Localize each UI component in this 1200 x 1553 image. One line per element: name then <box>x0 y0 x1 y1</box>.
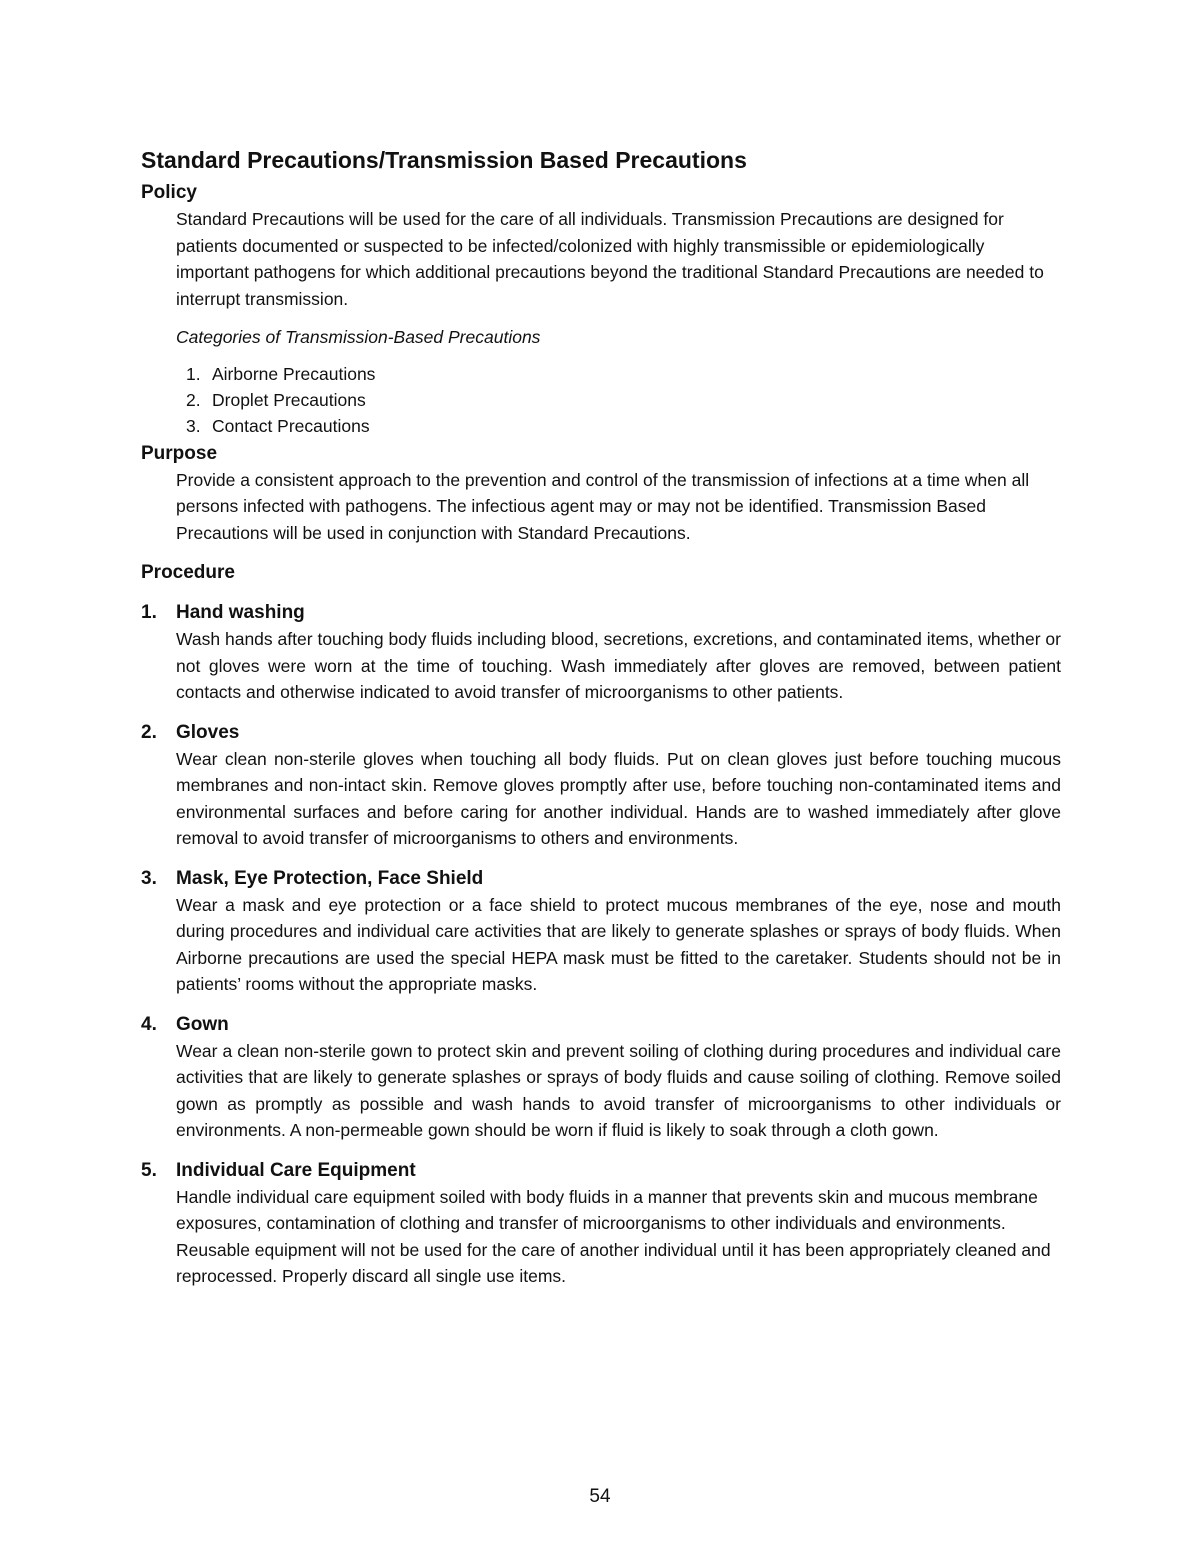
policy-heading: Policy <box>141 182 197 203</box>
page-title: Standard Precautions/Transmission Based Precautions <box>141 147 747 173</box>
purpose-heading: Purpose <box>141 442 218 464</box>
procedure-item-gloves <box>141 720 1061 852</box>
purpose-section <box>176 467 1061 547</box>
procedure-title: Individual Care Equipment <box>176 1159 416 1181</box>
procedure-number: 4. <box>141 1013 157 1035</box>
categories-title: Categories of Transmission-Based Precautions <box>176 327 541 347</box>
procedure-text: Wear clean non-sterile gloves when touching all body fluids. Put on clean gloves just before touching mucous membranes and non-intact skin. Remove gloves promptly after use, before touching non-contaminated items and environmental surfaces and before caring for another individual. Hands are to washed immediately after glove removal to avoid transfer of microorganisms to others and environments. <box>176 748 1061 848</box>
procedure-item-mask <box>141 866 1061 998</box>
procedure-item-hand-washing <box>141 600 1061 706</box>
procedure-item-gown <box>141 1012 1061 1144</box>
procedure-title: Gown <box>176 1013 229 1035</box>
list-item-label: Droplet Precautions <box>212 389 366 410</box>
procedure-number: 3. <box>141 867 157 889</box>
policy-text: Standard Precautions will be used for the care of all individuals. Transmission Precautions are designed for patients documented or suspected to be infected/colonized with highly transmissible or epidemiologically important pathogens for which additional precautions beyond the traditional Standard Precautions are needed to interrupt transmission. <box>176 209 1044 309</box>
list-item <box>186 413 1061 439</box>
procedure-number: 1. <box>141 602 157 623</box>
purpose-text: Provide a consistent approach to the prevention and control of the transmission of infections at a time when all persons infected with pathogens. The infectious agent may or may not be identified. Transmission Based Precautions will be used in conjunction with Standard Precautions. <box>176 469 1030 543</box>
categories-list <box>176 361 1061 439</box>
procedure-title: Hand washing <box>176 602 305 623</box>
procedure-heading: Procedure <box>141 562 235 583</box>
list-item-number: 1. <box>186 363 201 384</box>
procedure-item-care-equipment <box>141 1158 1061 1290</box>
procedure-text: Handle individual care equipment soiled with body fluids in a manner that prevents skin and mucous membrane exposures, contamination of clothing and transfer of microorganisms to other individuals and environments. Reusable equipment will not be used for the care of another individual until it has been appropriately cleaned and reprocessed. Properly discard all single use items. <box>176 1186 1051 1286</box>
procedure-text: Wash hands after touching body fluids including blood, secretions, excretions, and contaminated items, whether or not gloves were worn at the time of touching. Wash immediately after gloves are removed, between patient contacts and otherwise indicated to avoid transfer of microorganisms to other patients. <box>176 629 1061 702</box>
procedure-number: 2. <box>141 721 157 743</box>
procedure-number: 5. <box>141 1159 157 1181</box>
procedure-text: Wear a clean non-sterile gown to protect skin and prevent soiling of clothing during procedures and individual care activities that are likely to generate splashes or sprays of body fluids and cause soiling of clothing. Remove soiled gown as promptly as possible and wash hands to avoid transfer of microorganisms to other individuals or environments. A non-permeable gown should be worn if fluid is likely to soak through a cloth gown. <box>176 1040 1061 1140</box>
list-item <box>186 361 1061 387</box>
list-item-number: 2. <box>186 389 201 410</box>
procedure-text: Wear a mask and eye protection or a face shield to protect mucous membranes of the eye, nose and mouth during procedures and individual care activities that are likely to generate splashes or sprays of body fluids. When Airborne precautions are used the special HEPA mask must be fitted to the caretaker. Students should not be in patients’ rooms without the appropriate masks. <box>176 894 1061 994</box>
procedure-title: Gloves <box>176 721 240 743</box>
procedure-title: Mask, Eye Protection, Face Shield <box>176 867 484 889</box>
policy-section <box>176 206 1061 439</box>
list-item-number: 3. <box>186 415 201 436</box>
list-item <box>186 387 1061 413</box>
list-item-label: Contact Precautions <box>212 415 370 436</box>
document-page <box>141 143 1061 1290</box>
list-item-label: Airborne Precautions <box>212 363 376 384</box>
page-number: 54 <box>589 1486 611 1507</box>
